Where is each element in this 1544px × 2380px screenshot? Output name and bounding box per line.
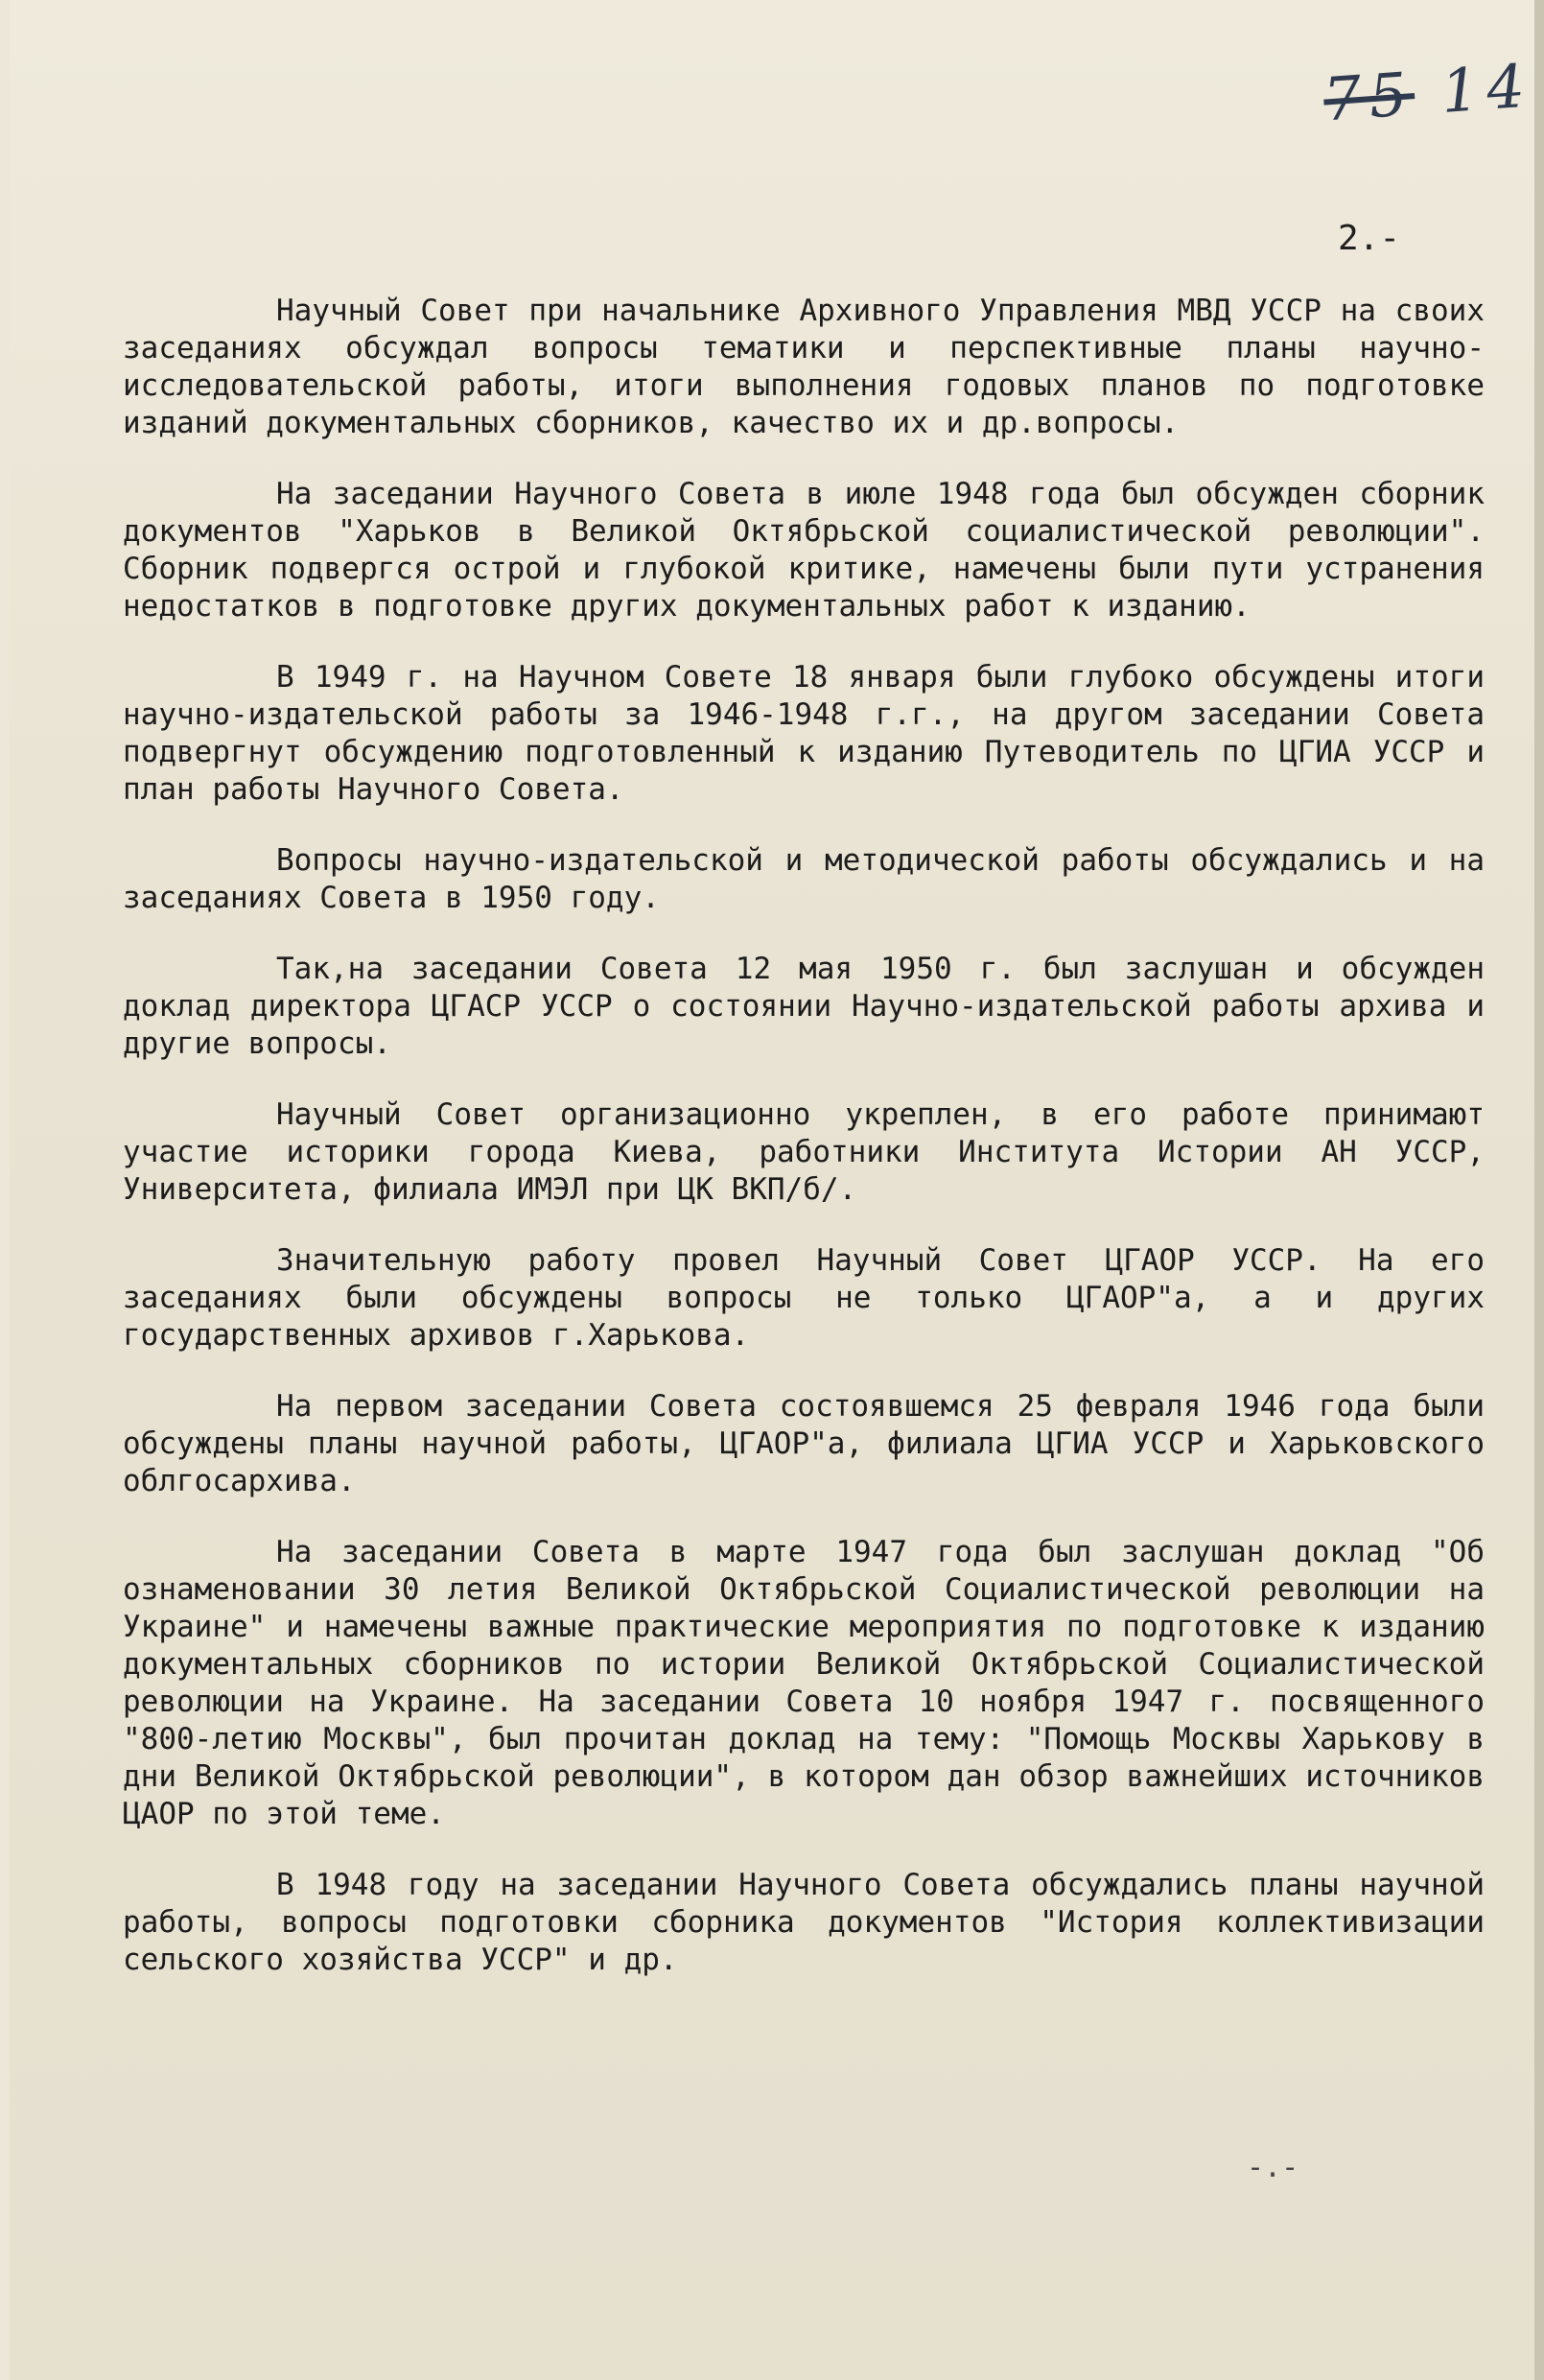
paragraph: Научный Совет при начальнике Архивного Управления МВД УССР на своих заседаниях обсуждал вопросы тематики и перспективные планы научно-исследовательской работы, итоги выполнения годовых планов по подготовке изданий документальных сборников, качество их и др.вопросы. — [123, 294, 1485, 440]
paragraph: На первом заседании Совета состоявшемся 25 февраля 1946 года были обсуждены планы научной работы, ЦГАОР"а, филиала ЦГИА УССР и Харьковского облгосархива. — [123, 1389, 1485, 1498]
paragraph: Значительную работу провел Научный Совет ЦГАОР УССР. На его заседаниях были обсуждены вопросы не только ЦГАОР"а, а и других государственных архивов г.Харькова. — [123, 1243, 1485, 1353]
paragraph: Так,на заседании Совета 12 мая 1950 г. был заслушан и обсужден доклад директора ЦГАСР УССР о состоянии Научно-издательской работы архива и другие вопросы. — [123, 952, 1485, 1061]
page-number: 2.- — [1338, 219, 1401, 258]
paragraph: Научный Совет организационно укреплен, в его работе принимают участие историки города Киева, работники Института Истории АН УССР, Университета, филиала ИМЭЛ при ЦК ВКП/б/. — [123, 1097, 1485, 1207]
folio-number — [1322, 50, 1534, 134]
closing-mark: -.- — [1247, 2151, 1299, 2184]
folio-struck-number: 75 — [1321, 59, 1417, 135]
document-body — [123, 293, 1485, 2013]
paragraph: На заседании Научного Совета в июле 1948 года был обсужден сборник документов "Харьков в Великой Октябрьской социалистической революции". Сборник подвергся острой и глубокой критике, намечены были пути устранения недостатков в подготовке других документальных работ к изданию. — [123, 477, 1485, 624]
paper-sheet — [10, 0, 1534, 2380]
folio-current-number: 14 — [1439, 50, 1535, 127]
paragraph: В 1949 г. на Научном Совете 18 января были глубоко обсуждены итоги научно-издательской работы за 1946-1948 г.г., на другом заседании Совета подвергнут обсуждению подготовленный к изданию Путеводитель по ЦГИА УССР и план работы Научного Совета. — [123, 660, 1485, 807]
paragraph: В 1948 году на заседании Научного Совета обсуждались планы научной работы, вопросы подготовки сборника документов "История коллективизации сельского хозяйства УССР" и др. — [123, 1868, 1485, 1977]
paragraph: Вопросы научно-издательской и методической работы обсуждались и на заседаниях Совета в 1950 году. — [123, 843, 1485, 915]
paragraph: На заседании Совета в марте 1947 года был заслушан доклад "Об ознаменовании 30 летия Великой Октябрьской Социалистической революции на Украине" и намечены важные практические мероприятия по подготовке к изданию документальных сборников по истории Великой Октябрьской Социалистической революции на Украине. На заседании Совета 10 ноября 1947 г. посвященного "800-летию Москвы", был прочитан доклад на тему: "Помощь Москвы Харькову в дни Великой Октябрьской революции", в котором дан обзор важнейших источников ЦАОР по этой теме. — [123, 1535, 1485, 1831]
page-edge — [1534, 0, 1544, 2380]
